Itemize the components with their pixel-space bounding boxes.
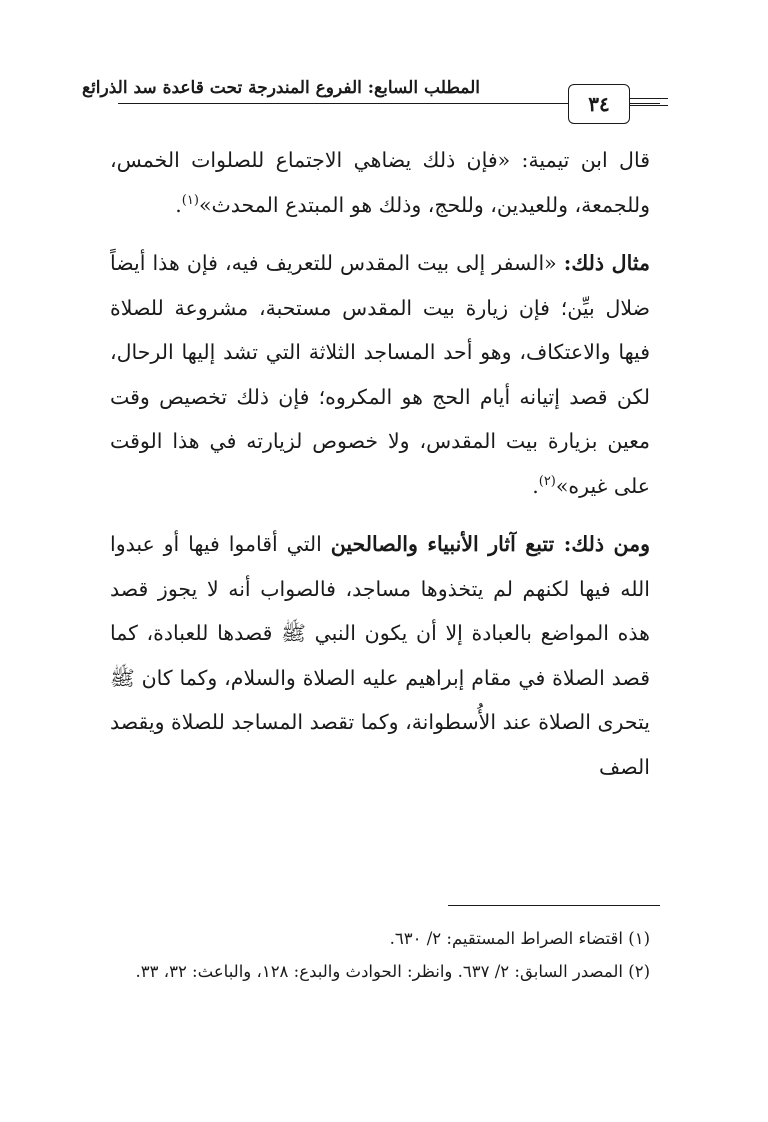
paragraph — [110, 138, 650, 227]
paragraph-text: «السفر إلى بيت المقدس للتعريف فيه، فإن هذا أيضاً ضلال بيِّن؛ فإن زيارة بيت المقدس مستحبة، مشروعة للصلاة فيها والاعتكاف، وهو أحد المساجد الثلاثة التي تشد إليها الرحال، لكن قصد إتيانه أيام الحج هو المكروه؛ فإن ذلك تخصيص وقت معين بزيارة بيت المقدس، ولا خصوص لزيارته في هذا الوقت على غيره» — [110, 251, 650, 498]
body-text — [110, 138, 650, 789]
paragraph — [110, 241, 650, 508]
footnote-marker: (٢) — [538, 473, 556, 489]
footnote-separator — [448, 905, 660, 906]
header-rule-ornament — [630, 98, 668, 99]
header-rule-ornament — [630, 105, 668, 106]
paragraph-tail: . — [175, 192, 182, 217]
footnote: (٢) المصدر السابق: ٢/ ٦٣٧. وانظر: الحوادث والبدع: ١٢٨، والباعث: ٣٢، ٣٣. — [135, 962, 650, 981]
page-number: ٣٤ — [568, 84, 630, 124]
paragraph — [110, 522, 650, 789]
paragraph-text: قال ابن تيمية: «فإن ذلك يضاهي الاجتماع للصلوات الخمس، وللجمعة، وللعيدين، وللحج، وذلك هو المبتدع المحدث» — [110, 148, 650, 217]
footnote: (١) اقتضاء الصراط المستقيم: ٢/ ٦٣٠. — [389, 929, 650, 948]
paragraph-lead: مثال ذلك: — [563, 251, 650, 275]
footnote-marker: (١) — [181, 192, 199, 208]
footnotes — [105, 922, 650, 988]
paragraph-lead: ومن ذلك: تتبع آثار الأنبياء والصالحين — [330, 532, 650, 556]
paragraph-text: التي أقاموا فيها أو عبدوا الله فيها لكنهم لم يتخذوها مساجد، فالصواب أنه لا يجوز قصد هذه المواضع بالعبادة إلا أن يكون النبي ﷺ قصدها للعبادة، كما قصد الصلاة في مقام إبراهيم عليه الصلاة والسلام، وكما كان ﷺ يتحرى الصلاة عند الأُسطوانة، وكما تقصد المساجد للصلاة ويقصد الصف — [110, 532, 650, 779]
paragraph-tail: . — [532, 473, 539, 498]
running-header-title: المطلب السابع: الفروع المندرجة تحت قاعدة سد الذرائع — [82, 78, 480, 98]
